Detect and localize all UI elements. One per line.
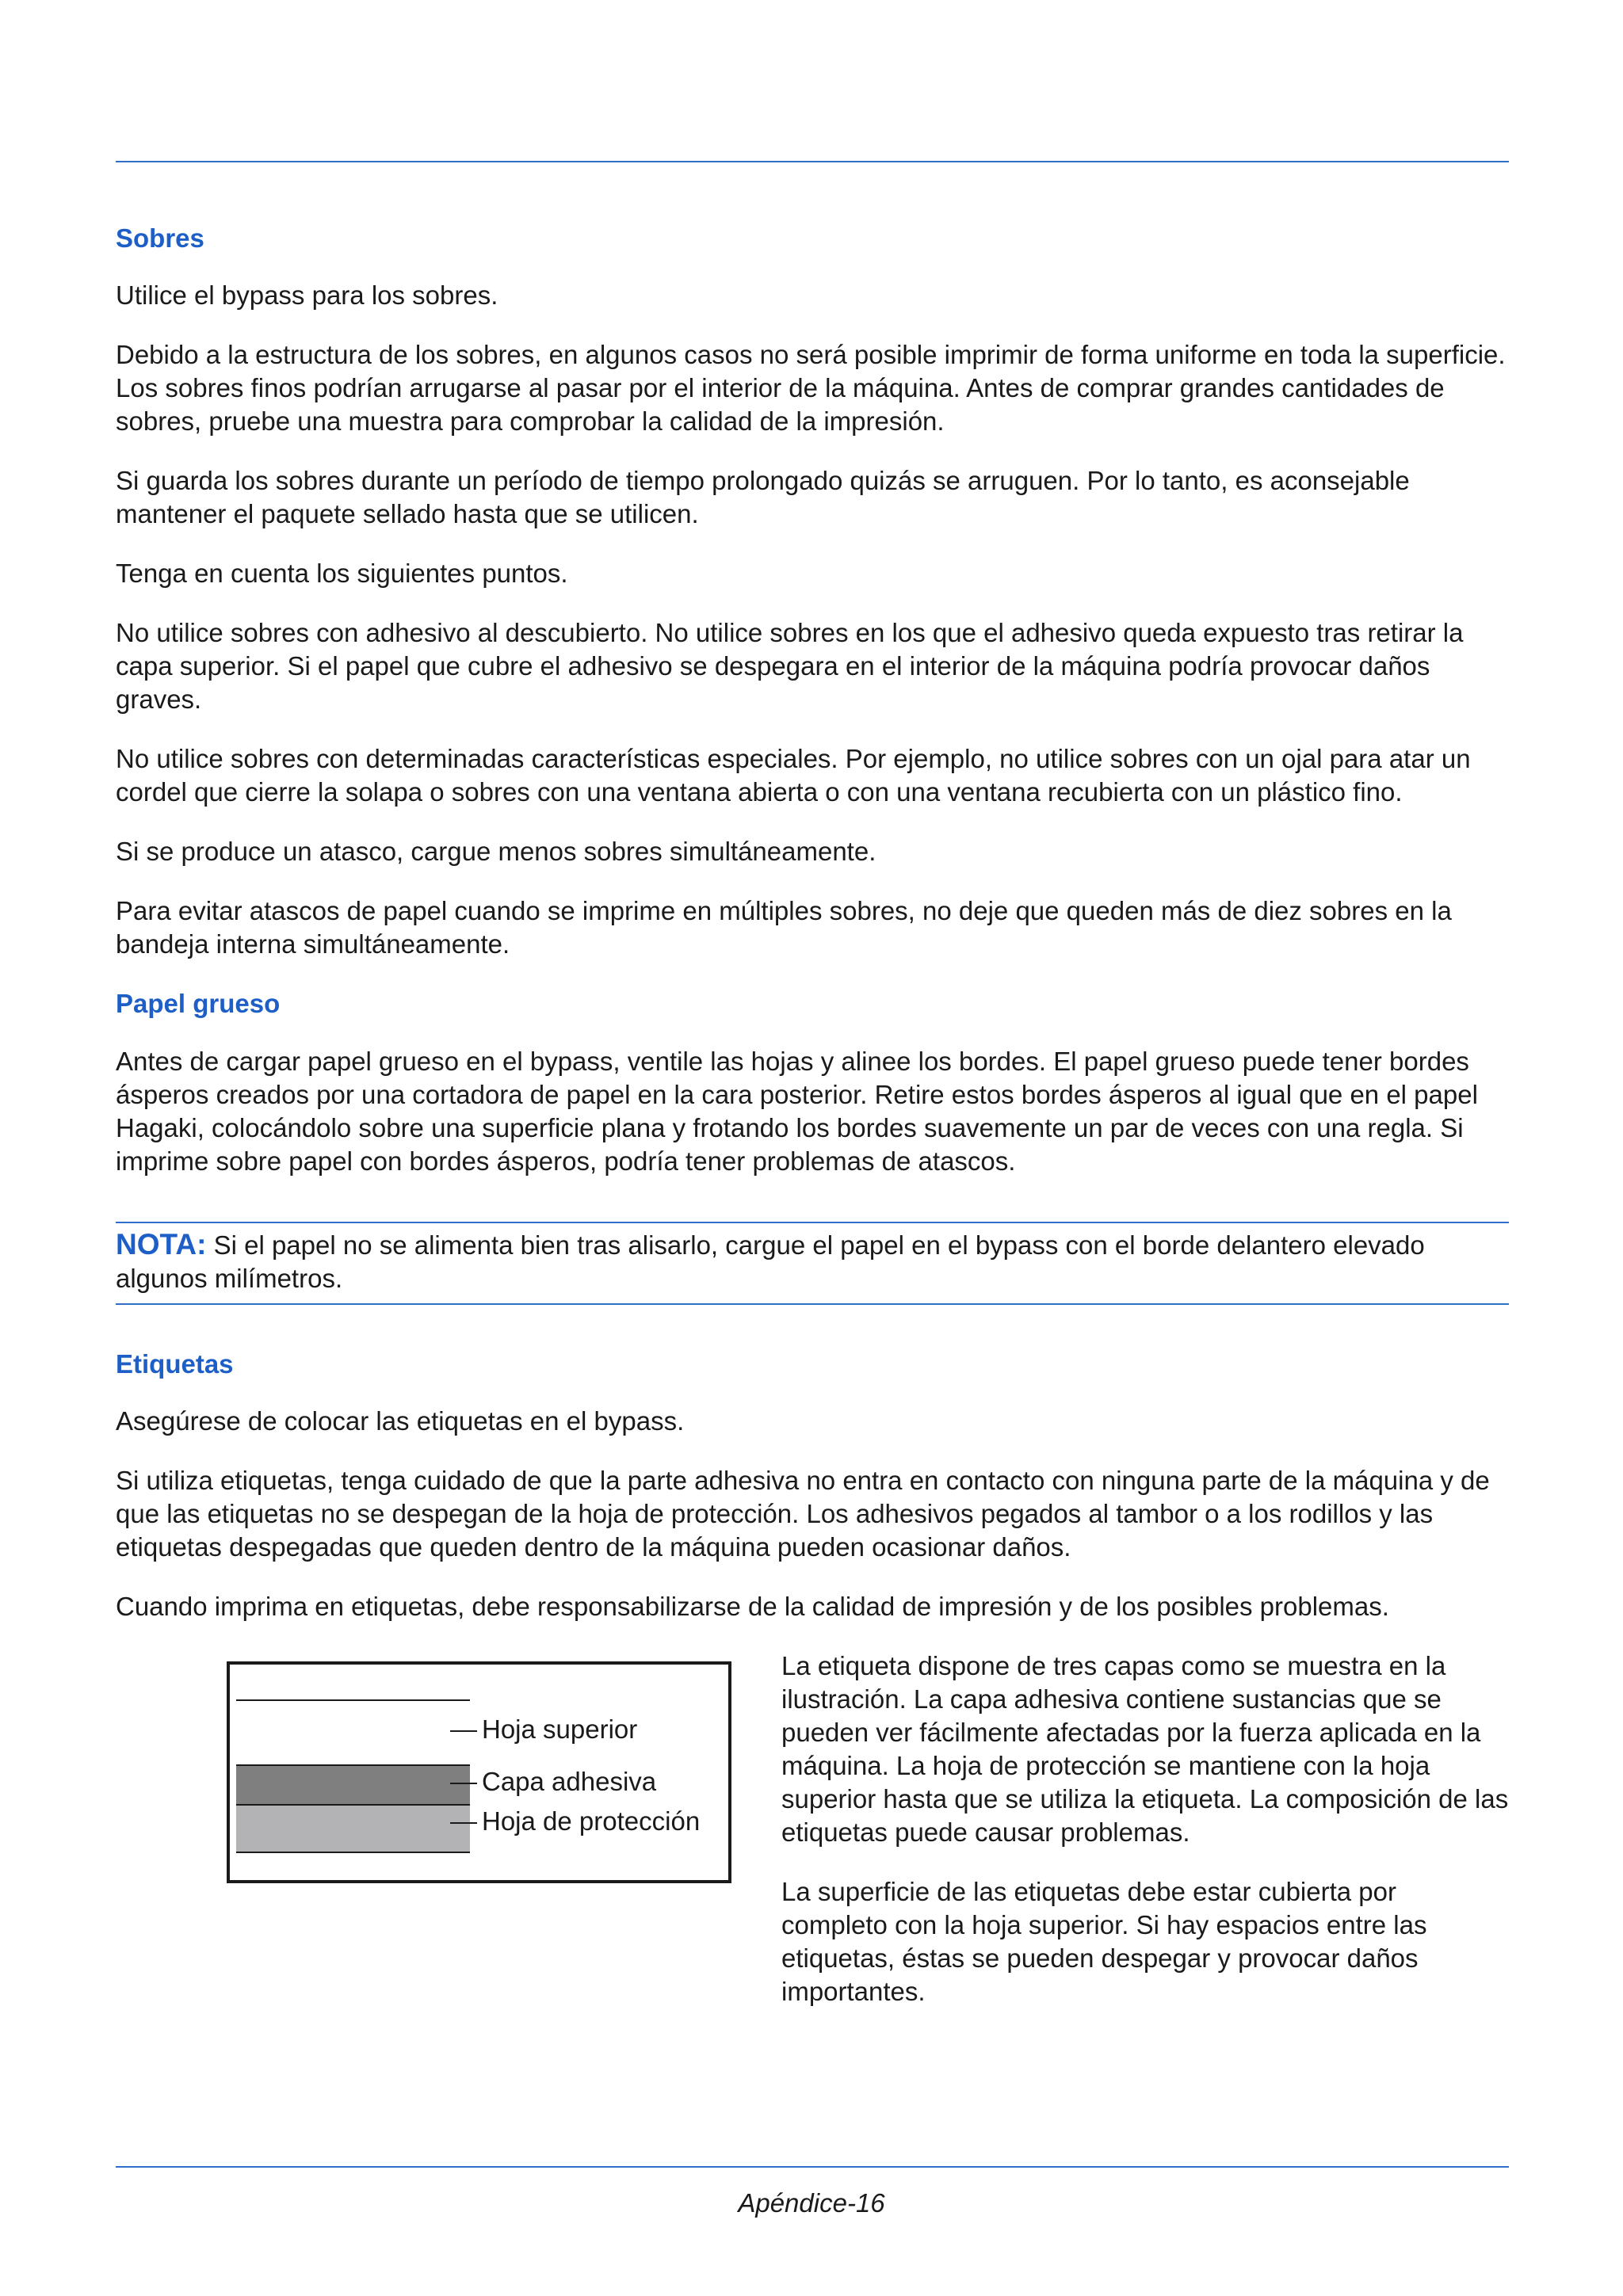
section-sobres xyxy=(116,222,1509,961)
callout-line xyxy=(450,1730,477,1732)
section-heading-papel-grueso: Papel grueso xyxy=(116,989,281,1018)
section-heading-etiquetas: Etiquetas xyxy=(116,1349,234,1379)
top-sheet-edge xyxy=(236,1699,470,1701)
callout-line xyxy=(450,1822,477,1824)
paragraph: Tenga en cuenta los siguientes puntos. xyxy=(116,559,568,588)
paragraph: Para evitar atascos de papel cuando se imprime en múltiples sobres, no deje que queden más de diez sobres en la bandeja interna simultáneamente. xyxy=(116,896,1452,959)
callout-adhesive xyxy=(450,1766,656,1798)
paragraph: Antes de cargar papel grueso en el bypass, ventile las hojas y alinee los bordes. El papel grueso puede tener bordes ásperos creados por una cortadora de papel en la cara posterior. Retire estos bordes ásperos al igual que en el papel Hagaki, colocándolo sobre una superficie plana y frotando los bordes suavemente un par de veces con una regla. Si imprime sobre papel con bordes ásperos, podría tener problemas de atascos. xyxy=(116,1047,1478,1176)
protection-layer xyxy=(236,1804,470,1853)
callout-label: Capa adhesiva xyxy=(482,1767,657,1796)
note-body: Si el papel no se alimenta bien tras alisarlo, cargue el papel en el bypass con el borde delantero elevado algunos milímetros. xyxy=(116,1230,1425,1293)
callout-protection xyxy=(450,1806,700,1837)
paragraph: Debido a la estructura de los sobres, en algunos casos no será posible imprimir de forma uniforme en toda la superficie. Los sobres finos podrían arrugarse al pasar por el interior de la máquina. Antes de comprar grandes cantidades de sobres, pruebe una muestra para comprobar la calidad de la impresión. xyxy=(116,340,1506,436)
paragraph: Si guarda los sobres durante un período de tiempo prolongado quizás se arruguen. Por lo tanto, es aconsejable mantener el paquete sellado hasta que se utilicen. xyxy=(116,466,1410,528)
footer-rule xyxy=(116,2166,1509,2168)
paragraph: Si utiliza etiquetas, tenga cuidado de que la parte adhesiva no entra en contacto con ninguna parte de la máquina y de que las etiquetas no se despegan de la hoja de protección. Los adhesivos pegados al tambor o a los rodillos y las etiquetas despegadas que queden dentro de la máquina pueden ocasionar daños. xyxy=(116,1466,1490,1562)
page-content xyxy=(116,222,1509,2030)
page-number: Apéndice-16 xyxy=(738,2188,885,2218)
label-layers-row xyxy=(116,1650,1509,2030)
section-papel-grueso xyxy=(116,987,1509,1178)
note-label: NOTA: xyxy=(116,1228,207,1261)
callout-label: Hoja de protección xyxy=(482,1806,701,1836)
section-heading-sobres: Sobres xyxy=(116,223,204,253)
paragraph: No utilice sobres con determinadas características especiales. Por ejemplo, no utilice sobres con un ojal para atar un cordel que cierre la solapa o sobres con una ventana abierta o con una ventana recubierta con un plástico fino. xyxy=(116,744,1471,807)
paragraph: No utilice sobres con adhesivo al descubierto. No utilice sobres en los que el adhesivo queda expuesto tras retirar la capa superior. Si el papel que cubre el adhesivo se despegara en el interior de la máquina podría provocar daños graves. xyxy=(116,618,1464,714)
paragraph: Si se produce un atasco, cargue menos sobres simultáneamente. xyxy=(116,837,876,866)
paragraph: Asegúrese de colocar las etiquetas en el bypass. xyxy=(116,1406,685,1436)
label-layers-diagram xyxy=(227,1661,731,1883)
label-description xyxy=(781,1650,1509,2035)
paragraph: Cuando imprima en etiquetas, debe responsabilizarse de la calidad de impresión y de los posibles problemas. xyxy=(116,1592,1389,1621)
note-text xyxy=(116,1228,1509,1295)
adhesive-layer xyxy=(236,1764,470,1804)
callout-label: Hoja superior xyxy=(482,1714,638,1744)
paragraph: La etiqueta dispone de tres capas como se muestra en la ilustración. La capa adhesiva contiene sustancias que se pueden ver fácilmente afectadas por la fuerza aplicada en la máquina. La hoja de protección se mantiene con la hoja superior hasta que se utiliza la etiqueta. La composición de las etiquetas puede causar problemas. xyxy=(781,1651,1509,1847)
paragraph: Utilice el bypass para los sobres. xyxy=(116,280,498,310)
callout-top-sheet xyxy=(450,1714,637,1745)
note-box xyxy=(116,1222,1509,1305)
paragraph: La superficie de las etiquetas debe estar cubierta por completo con la hoja superior. Si hay espacios entre las etiquetas, éstas se pueden despegar y provocar daños importantes. xyxy=(781,1877,1427,2006)
callout-line xyxy=(450,1783,477,1784)
header-rule xyxy=(116,161,1509,162)
section-etiquetas xyxy=(116,1348,1509,2030)
